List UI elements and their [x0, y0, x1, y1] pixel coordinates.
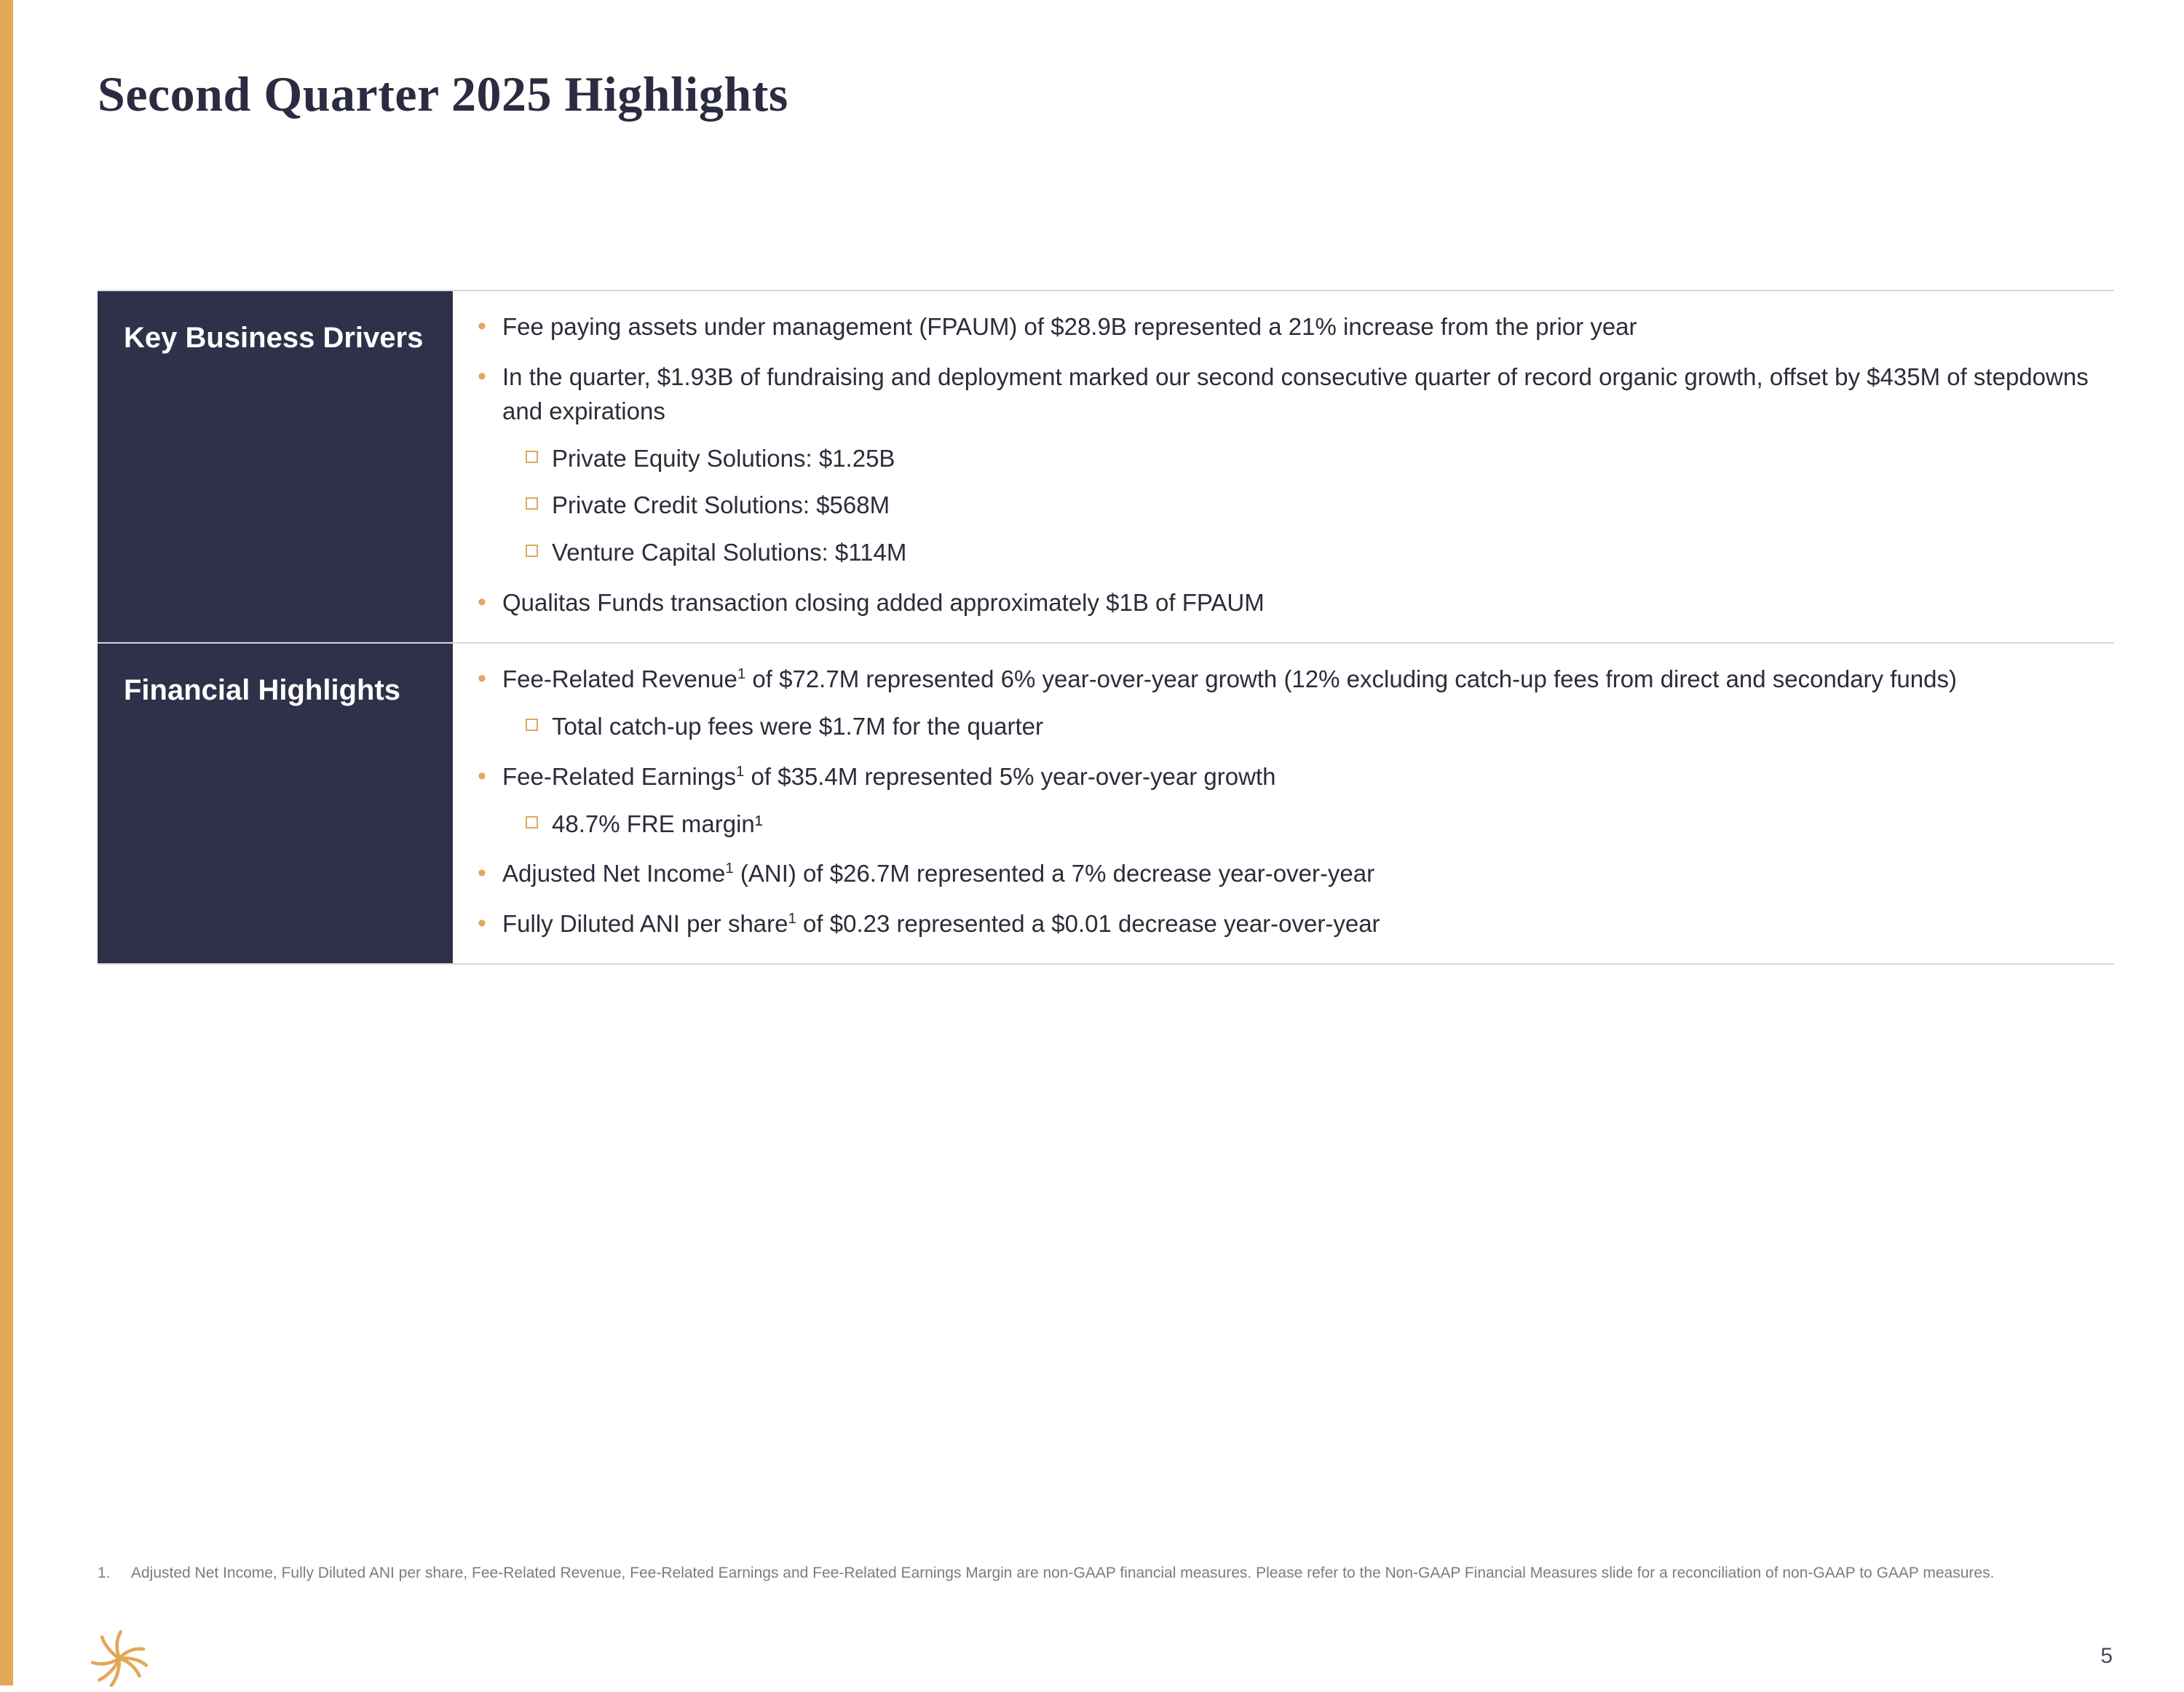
footnote-text: Adjusted Net Income, Fully Diluted ANI per share, Fee-Related Revenue, Fee-Related Earnings and Fee-Related Earnings Margin are non-GAAP financial measures. Please refer to the Non-GAAP Financial Measures slide for a reconciliation of non-GAAP to GAAP measures. — [131, 1565, 1995, 1581]
sub-list-item: 48.7% FRE margin¹ — [502, 807, 2114, 842]
list-item — [453, 760, 2114, 842]
list-item — [453, 907, 2114, 941]
bullet-text-rest: of $0.23 represented a $0.01 decrease year-over-year — [796, 910, 1380, 938]
bullet-text-lead: Fully Diluted ANI per share — [502, 910, 788, 938]
highlights-table — [98, 290, 2114, 965]
sub-list-item: Total catch-up fees were $1.7M for the quarter — [502, 710, 2114, 744]
footnote-number: 1. — [98, 1565, 111, 1581]
list-item — [453, 360, 2114, 570]
bullet-text: In the quarter, $1.93B of fundraising and deployment marked our second consecutive quarter of record organic growth, offset by $435M of stepdowns and expirations — [502, 363, 2089, 424]
table-row — [98, 642, 2114, 965]
row-body-key-business-drivers — [453, 291, 2114, 642]
sub-bullet-list — [502, 807, 2114, 842]
bullet-text-rest: of $35.4M represented 5% year-over-year growth — [744, 762, 1276, 790]
list-item — [453, 663, 2114, 744]
left-accent-bar — [0, 0, 13, 1685]
row-body-financial-highlights — [453, 644, 2114, 963]
list-item — [453, 310, 2114, 344]
page-title: Second Quarter 2025 Highlights — [98, 66, 788, 122]
list-item — [453, 857, 2114, 891]
sub-list-item: Private Equity Solutions: $1.25B — [502, 442, 2114, 476]
bullet-text-rest: of $72.7M represented 6% year-over-year growth (12% excluding catch-up fees from direct and secondary funds) — [745, 665, 1957, 693]
bullet-text: Fee paying assets under management (FPAUM) of $28.9B represented a 21% increase from the prior year — [502, 313, 1637, 340]
list-item — [453, 586, 2114, 620]
sub-list-item: Private Credit Solutions: $568M — [502, 489, 2114, 523]
bullet-text-lead: Fee-Related Revenue — [502, 665, 737, 693]
bullet-list — [453, 663, 2114, 941]
bullet-text-lead: Adjusted Net Income — [502, 860, 726, 887]
page-number: 5 — [2100, 1644, 2113, 1668]
bullet-text-lead: Fee-Related Earnings — [502, 762, 737, 790]
footnote-marker: 1 — [736, 762, 745, 780]
sub-bullet-list — [502, 442, 2114, 571]
footnote-marker: 1 — [737, 665, 746, 683]
bullet-text: Qualitas Funds transaction closing added approximately $1B of FPAUM — [502, 589, 1265, 617]
sub-list-item: Venture Capital Solutions: $114M — [502, 536, 2114, 570]
footnote-marker: 1 — [788, 910, 796, 928]
company-logo-icon — [86, 1625, 153, 1692]
footnote — [98, 1562, 2107, 1585]
row-label-financial-highlights: Financial Highlights — [98, 644, 453, 963]
bullet-text-rest: (ANI) of $26.7M represented a 7% decrease year-over-year — [733, 860, 1375, 887]
table-row — [98, 290, 2114, 642]
sub-bullet-list — [502, 710, 2114, 744]
bullet-list — [453, 310, 2114, 620]
row-label-key-business-drivers: Key Business Drivers — [98, 291, 453, 642]
footnote-marker: 1 — [725, 860, 734, 877]
